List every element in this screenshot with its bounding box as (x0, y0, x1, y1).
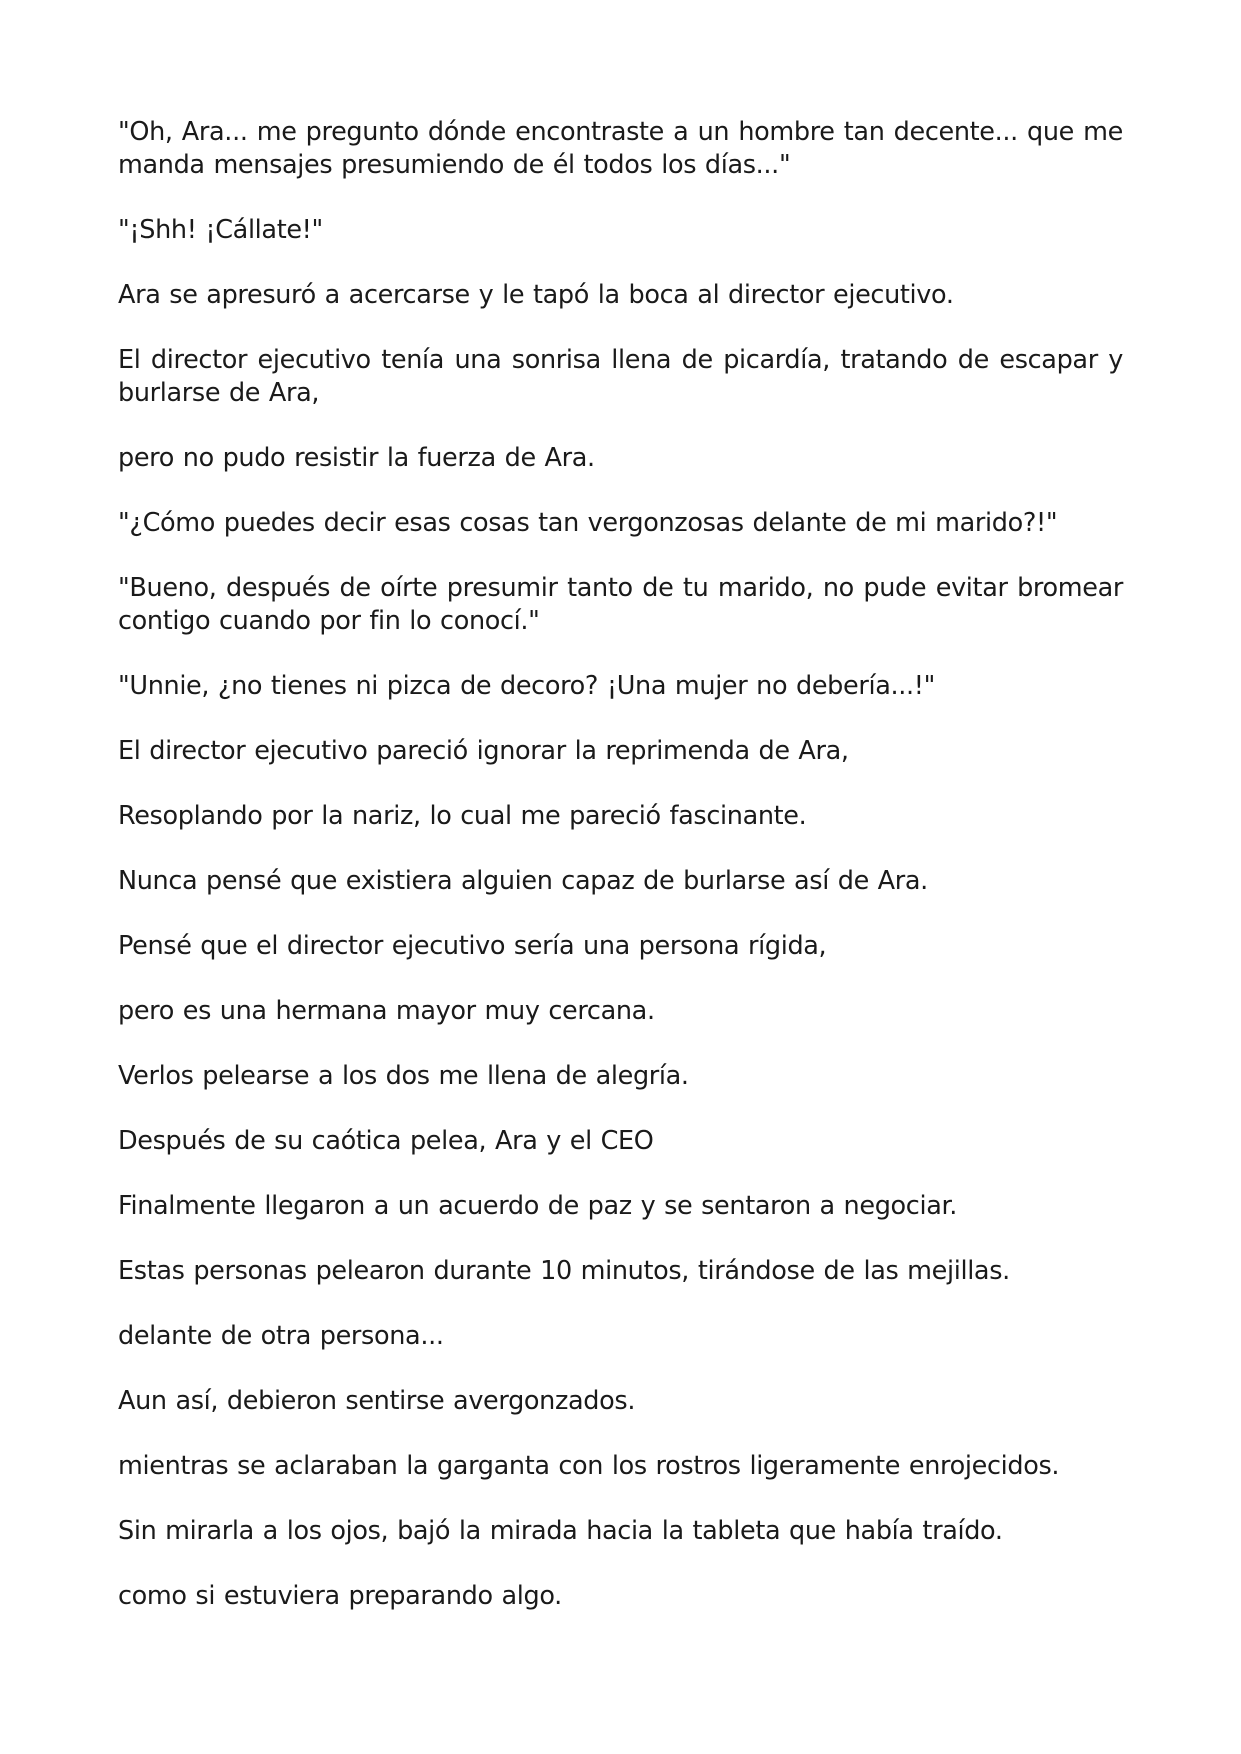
paragraph-4: El director ejecutivo tenía una sonrisa llena de picardía, tratando de escapar y burlarse de Ara, (118, 345, 1123, 408)
paragraph-9: El director ejecutivo pareció ignorar la reprimenda de Ara, (118, 736, 849, 766)
paragraph-6: "¿Cómo puedes decir esas cosas tan vergonzosas delante de mi marido?!" (118, 508, 1058, 538)
paragraph-13: pero es una hermana mayor muy cercana. (118, 996, 655, 1026)
paragraph-10: Resoplando por la nariz, lo cual me pareció fascinante. (118, 801, 807, 831)
paragraph-5: pero no pudo resistir la fuerza de Ara. (118, 443, 595, 473)
paragraph-11: Nunca pensé que existiera alguien capaz de burlarse así de Ara. (118, 866, 928, 896)
paragraph-16: Finalmente llegaron a un acuerdo de paz y se sentaron a negociar. (118, 1191, 958, 1221)
paragraph-21: Sin mirarla a los ojos, bajó la mirada hacia la tableta que había traído. (118, 1516, 1003, 1546)
paragraph-3: Ara se apresuró a acercarse y le tapó la boca al director ejecutivo. (118, 280, 954, 310)
paragraph-19: Aun así, debieron sentirse avergonzados. (118, 1386, 636, 1416)
paragraph-20: mientras se aclaraban la garganta con los rostros ligeramente enrojecidos. (118, 1451, 1060, 1481)
paragraph-1: "Oh, Ara... me pregunto dónde encontraste a un hombre tan decente... que me manda mensajes presumiendo de él todos los días..." (118, 117, 1123, 180)
paragraph-22: como si estuviera preparando algo. (118, 1581, 562, 1611)
paragraph-2: "¡Shh! ¡Cállate!" (118, 215, 323, 245)
paragraph-14: Verlos pelearse a los dos me llena de alegría. (118, 1061, 689, 1091)
paragraph-15: Después de su caótica pelea, Ara y el CEO (118, 1126, 654, 1156)
paragraph-18: delante de otra persona... (118, 1321, 444, 1351)
paragraph-17: Estas personas pelearon durante 10 minutos, tirándose de las mejillas. (118, 1256, 1010, 1286)
paragraph-8: "Unnie, ¿no tienes ni pizca de decoro? ¡Una mujer no debería...!" (118, 671, 935, 701)
paragraph-12: Pensé que el director ejecutivo sería una persona rígida, (118, 931, 827, 961)
paragraph-7: "Bueno, después de oírte presumir tanto de tu marido, no pude evitar bromear contigo cuando por fin lo conocí." (118, 573, 1123, 636)
